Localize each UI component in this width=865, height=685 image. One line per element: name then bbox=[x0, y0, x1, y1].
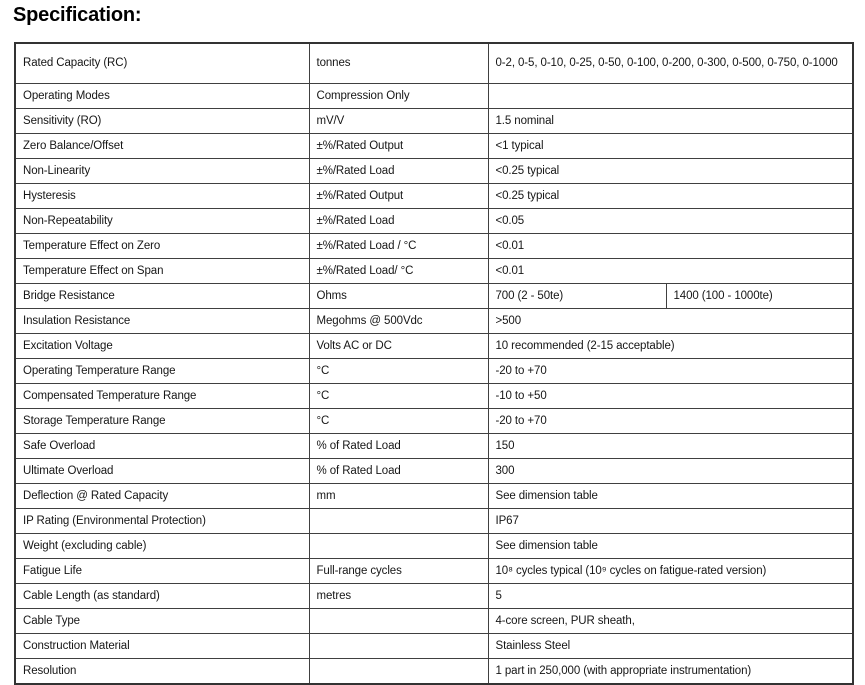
table-row bbox=[15, 109, 853, 134]
value-cell: 1 part in 250,000 (with appropriate instrumentation) bbox=[488, 659, 853, 685]
unit-cell: ±%/Rated Output bbox=[309, 184, 488, 209]
unit-cell: ±%/Rated Load/ °C bbox=[309, 259, 488, 284]
value-cell: -10 to +50 bbox=[488, 384, 853, 409]
unit-cell: °C bbox=[309, 409, 488, 434]
table-row bbox=[15, 459, 853, 484]
unit-cell: tonnes bbox=[309, 43, 488, 84]
value-cell: >500 bbox=[488, 309, 853, 334]
table-row bbox=[15, 334, 853, 359]
property-cell: Storage Temperature Range bbox=[15, 409, 309, 434]
value-cell: <0.01 bbox=[488, 259, 853, 284]
value-cell: 5 bbox=[488, 584, 853, 609]
property-cell: Zero Balance/Offset bbox=[15, 134, 309, 159]
unit-cell: Compression Only bbox=[309, 84, 488, 109]
unit-cell bbox=[309, 509, 488, 534]
unit-cell: metres bbox=[309, 584, 488, 609]
page-title: Specification: bbox=[13, 4, 142, 26]
property-cell: Hysteresis bbox=[15, 184, 309, 209]
property-cell: Construction Material bbox=[15, 634, 309, 659]
table-row bbox=[15, 84, 853, 109]
unit-cell bbox=[309, 534, 488, 559]
value-cell: Stainless Steel bbox=[488, 634, 853, 659]
property-cell: Operating Temperature Range bbox=[15, 359, 309, 384]
property-cell: Excitation Voltage bbox=[15, 334, 309, 359]
value-cell: 150 bbox=[488, 434, 853, 459]
unit-cell: % of Rated Load bbox=[309, 459, 488, 484]
property-cell: Ultimate Overload bbox=[15, 459, 309, 484]
table-row bbox=[15, 209, 853, 234]
table-body bbox=[15, 43, 853, 684]
value-cell: 4-core screen, PUR sheath, bbox=[488, 609, 853, 634]
value-cell: See dimension table bbox=[488, 484, 853, 509]
table-row bbox=[15, 384, 853, 409]
specification-table bbox=[14, 42, 854, 685]
value-cell: See dimension table bbox=[488, 534, 853, 559]
property-cell: Temperature Effect on Span bbox=[15, 259, 309, 284]
property-cell: Compensated Temperature Range bbox=[15, 384, 309, 409]
unit-cell: ±%/Rated Output bbox=[309, 134, 488, 159]
value2-cell: 1400 (100 - 1000te) bbox=[666, 284, 853, 309]
table-row bbox=[15, 484, 853, 509]
property-cell: Cable Type bbox=[15, 609, 309, 634]
table-row bbox=[15, 584, 853, 609]
table-row bbox=[15, 43, 853, 84]
table-row bbox=[15, 534, 853, 559]
table-row bbox=[15, 184, 853, 209]
property-cell: Operating Modes bbox=[15, 84, 309, 109]
value-cell: <0.05 bbox=[488, 209, 853, 234]
table-row bbox=[15, 284, 853, 309]
property-cell: Insulation Resistance bbox=[15, 309, 309, 334]
property-cell: Temperature Effect on Zero bbox=[15, 234, 309, 259]
unit-cell: mm bbox=[309, 484, 488, 509]
unit-cell bbox=[309, 659, 488, 685]
unit-cell bbox=[309, 634, 488, 659]
table-row bbox=[15, 409, 853, 434]
table-row bbox=[15, 634, 853, 659]
value-cell: -20 to +70 bbox=[488, 359, 853, 384]
value-cell: -20 to +70 bbox=[488, 409, 853, 434]
table-row bbox=[15, 659, 853, 685]
unit-cell: °C bbox=[309, 359, 488, 384]
property-cell: Deflection @ Rated Capacity bbox=[15, 484, 309, 509]
property-cell: Safe Overload bbox=[15, 434, 309, 459]
unit-cell: ±%/Rated Load / °C bbox=[309, 234, 488, 259]
value-cell: 700 (2 - 50te) bbox=[488, 284, 666, 309]
unit-cell: Ohms bbox=[309, 284, 488, 309]
value-cell: <0.25 typical bbox=[488, 184, 853, 209]
table-row bbox=[15, 309, 853, 334]
unit-cell: ±%/Rated Load bbox=[309, 209, 488, 234]
table-row bbox=[15, 359, 853, 384]
property-cell: Cable Length (as standard) bbox=[15, 584, 309, 609]
unit-cell: °C bbox=[309, 384, 488, 409]
unit-cell: ±%/Rated Load bbox=[309, 159, 488, 184]
value-cell: 10 recommended (2-15 acceptable) bbox=[488, 334, 853, 359]
unit-cell: mV/V bbox=[309, 109, 488, 134]
table-row bbox=[15, 609, 853, 634]
property-cell: IP Rating (Environmental Protection) bbox=[15, 509, 309, 534]
value-cell: 0-2, 0-5, 0-10, 0-25, 0-50, 0-100, 0-200, 0-300, 0-500, 0-750, 0-1000 bbox=[488, 43, 853, 84]
property-cell: Rated Capacity (RC) bbox=[15, 43, 309, 84]
property-cell: Weight (excluding cable) bbox=[15, 534, 309, 559]
property-cell: Non-Repeatability bbox=[15, 209, 309, 234]
unit-cell bbox=[309, 609, 488, 634]
table-row bbox=[15, 559, 853, 584]
property-cell: Resolution bbox=[15, 659, 309, 685]
table-row bbox=[15, 259, 853, 284]
property-cell: Sensitivity (RO) bbox=[15, 109, 309, 134]
table-row bbox=[15, 434, 853, 459]
table-row bbox=[15, 134, 853, 159]
value-cell: 300 bbox=[488, 459, 853, 484]
table-row bbox=[15, 159, 853, 184]
unit-cell: % of Rated Load bbox=[309, 434, 488, 459]
property-cell: Bridge Resistance bbox=[15, 284, 309, 309]
value-cell: IP67 bbox=[488, 509, 853, 534]
unit-cell: Volts AC or DC bbox=[309, 334, 488, 359]
table-row bbox=[15, 234, 853, 259]
property-cell: Fatigue Life bbox=[15, 559, 309, 584]
value-cell: 1.5 nominal bbox=[488, 109, 853, 134]
property-cell: Non-Linearity bbox=[15, 159, 309, 184]
value-cell: 10⁸ cycles typical (10⁹ cycles on fatigue-rated version) bbox=[488, 559, 853, 584]
value-cell bbox=[488, 84, 853, 109]
unit-cell: Megohms @ 500Vdc bbox=[309, 309, 488, 334]
table-row bbox=[15, 509, 853, 534]
unit-cell: Full-range cycles bbox=[309, 559, 488, 584]
value-cell: <1 typical bbox=[488, 134, 853, 159]
value-cell: <0.25 typical bbox=[488, 159, 853, 184]
value-cell: <0.01 bbox=[488, 234, 853, 259]
